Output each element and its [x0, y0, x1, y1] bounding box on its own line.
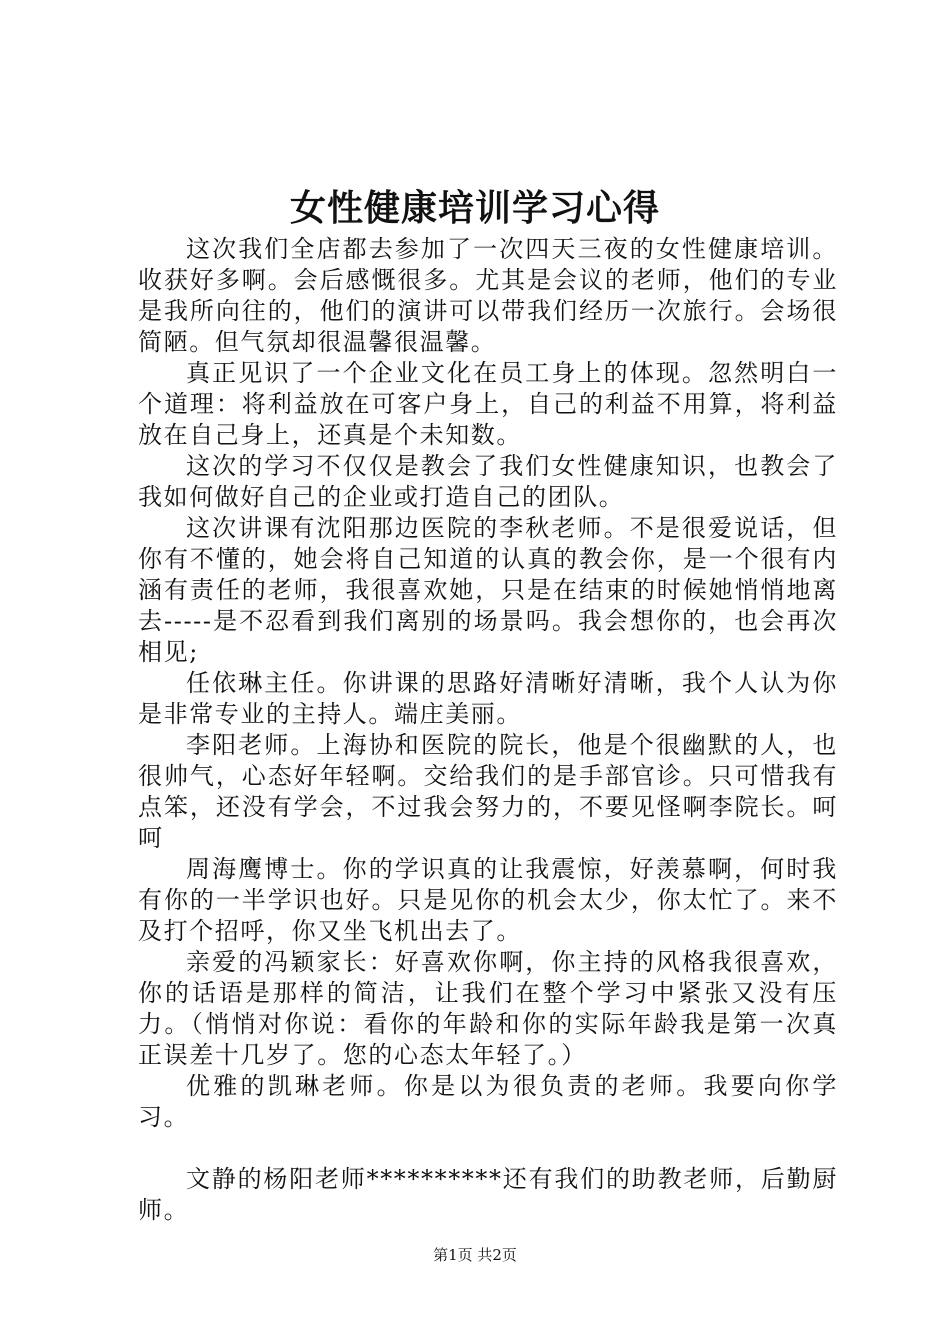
paragraph-6: 李阳老师。上海协和医院的院长，他是个很幽默的人，也很帅气，心态好年轻啊。交给我们的是手部官诊。只可惜我有点笨，还没有学会，不过我会努力的，不要见怪啊李院长。呵呵 [138, 731, 838, 852]
paragraph-9: 优雅的凯琳老师。你是以为很负责的老师。我要向你学习。 [138, 1072, 838, 1131]
paragraph-1: 这次我们全店都去参加了一次四天三夜的女性健康培训。收获好多啊。会后感慨很多。尤其是会议的老师，他们的专业是我所向往的，他们的演讲可以带我们经历一次旅行。会场很简陋。但气氛却很温馨很温馨。 [138, 235, 838, 356]
document-title: 女性健康培训学习心得 [289, 187, 660, 229]
paragraph-7: 周海鹰博士。你的学识真的让我震惊，好羡慕啊，何时我有你的一半学识也好。只是见你的机会太少，你太忙了。来不及打个招呼，你又坐飞机出去了。 [138, 855, 838, 945]
paragraph-3: 这次的学习不仅仅是教会了我们女性健康知识，也教会了我如何做好自己的企业或打造自己的团队。 [138, 452, 838, 511]
paragraph-10: 文静的杨阳老师**********还有我们的助教老师，后勤厨师。 [138, 1165, 838, 1224]
paragraph-8: 亲爱的冯颖家长：好喜欢你啊，你主持的风格我很喜欢，你的话语是那样的简洁，让我们在整个学习中紧张又没有压力。（悄悄对你说：看你的年龄和你的实际年龄我是第一次真正误差十几岁了。您的心态太年轻了。） [138, 948, 838, 1069]
document-body [138, 234, 838, 1226]
page-footer: 第1页 共2页 [433, 1246, 517, 1264]
paragraph-5: 任依琳主任。你讲课的思路好清晰好清晰，我个人认为你是非常专业的主持人。端庄美丽。 [138, 669, 838, 728]
paragraph-2: 真正见识了一个企业文化在员工身上的体现。忽然明白一个道理：将利益放在可客户身上，自己的利益不用算，将利益放在自己身上，还真是个未知数。 [138, 359, 838, 449]
paragraph-4: 这次讲课有沈阳那边医院的李秋老师。不是很爱说话，但你有不懂的，她会将自己知道的认真的教会你，是一个很有内涵有责任的老师，我很喜欢她，只是在结束的时候她悄悄地离去-----是不忍看到我们离别的场景吗。我会想你的，也会再次相见; [138, 514, 838, 666]
blank-line [138, 1133, 838, 1164]
